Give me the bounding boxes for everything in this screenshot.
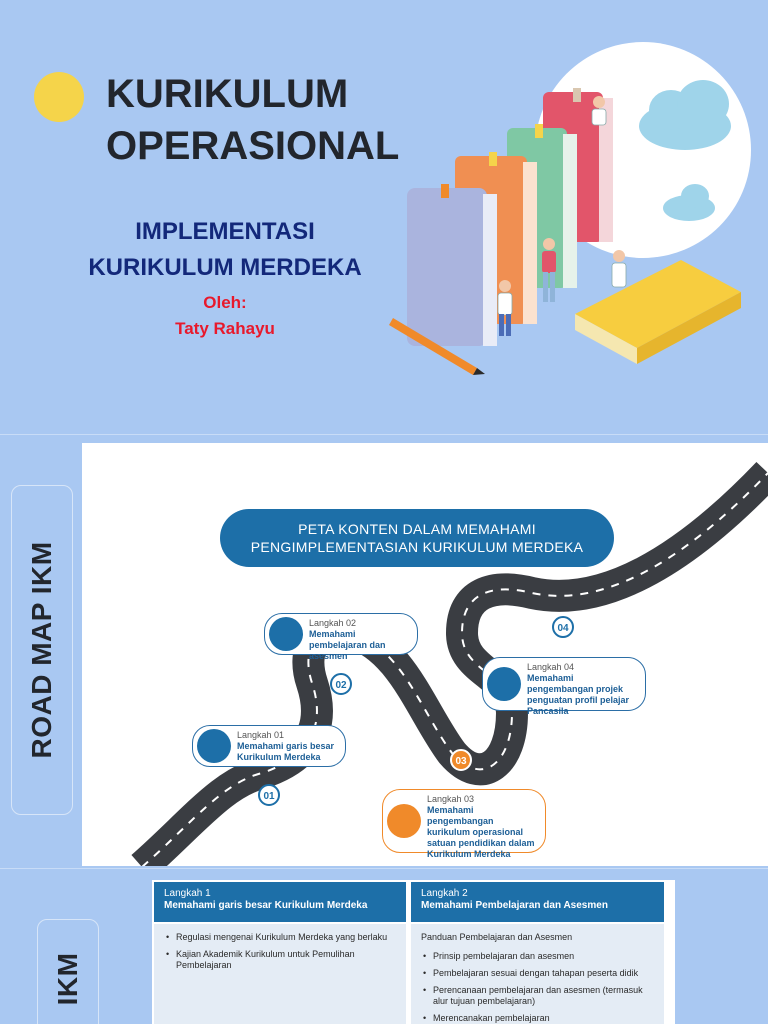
step-label: Langkah 01 [237, 730, 285, 740]
column-step-title: Memahami Pembelajaran dan Asesmen [421, 900, 608, 911]
step-marker-03 [451, 750, 471, 770]
column-body-step-2 [411, 924, 664, 1024]
document-icon [269, 617, 303, 651]
list-item: • Merencanakan pembelajaran [421, 1013, 654, 1024]
steps-table [152, 880, 675, 1024]
column-step-number: Langkah 2 [421, 888, 468, 899]
step-marker-02 [331, 674, 351, 694]
step-callout-04 [482, 657, 646, 716]
list-item: • Prinsip pembelajaran dan asesmen [421, 951, 654, 962]
books-illustration [385, 38, 755, 383]
list-item: • Kajian Akademik Kurikulum untuk Pemulihan Pembelajaran [164, 949, 396, 971]
slide-subtitle [60, 214, 390, 286]
step-callout-02 [264, 613, 418, 661]
list-lead: Panduan Pembelajaran dan Asesmen [421, 932, 573, 942]
subtitle-line-1: IMPLEMENTASI [135, 218, 315, 245]
title-line-2: OPERASIONAL [106, 124, 400, 168]
network-icon [487, 667, 521, 701]
step-callout-01 [192, 725, 346, 767]
byline [140, 290, 310, 342]
slide-title [106, 68, 399, 172]
people-icon [197, 729, 231, 763]
step-marker-04 [553, 617, 573, 637]
column-step-title: Memahami garis besar Kurikulum Merdeka [164, 900, 368, 911]
roadmap-title-line-1: PETA KONTEN DALAM MEMAHAMI [298, 521, 536, 537]
subtitle-line-2: KURIKULUM MERDEKA [88, 254, 362, 281]
roadmap-slide [0, 434, 768, 866]
column-header-step-2 [411, 882, 664, 922]
side-label: IKM [52, 952, 83, 1006]
list-item: • Pembelajaran sesuai dengan tahapan peserta didik [421, 968, 654, 979]
step-marker-01 [259, 785, 279, 805]
step-label: Langkah 02 [309, 618, 357, 628]
step-desc: Memahami pengembangan projek penguatan profil pelajar Pancasila [527, 673, 630, 716]
author-name: Taty Rahayu [175, 319, 275, 338]
step-desc: Memahami pembelajaran dan asesmen [309, 629, 386, 661]
book-lavender [407, 184, 497, 346]
step-label: Langkah 04 [527, 662, 575, 672]
column-body-step-1 [154, 924, 406, 1024]
side-label: ROAD MAP IKM [26, 541, 57, 759]
roadmap-image [82, 443, 768, 866]
step-callout-03 [382, 789, 546, 859]
column-header-step-1 [154, 882, 406, 922]
book-yellow [575, 260, 741, 364]
side-label-box [11, 485, 73, 815]
step-label: Langkah 03 [427, 794, 475, 804]
steps-detail-slide [0, 868, 768, 1024]
list-item: • Regulasi mengenai Kurikulum Merdeka yang berlaku [164, 932, 396, 943]
step-number-01: 01 [263, 791, 275, 802]
title-line-1: KURIKULUM [106, 72, 349, 116]
roadmap-title-line-2: PENGIMPLEMENTASIAN KURIKULUM MERDEKA [250, 539, 584, 555]
column-step-number: Langkah 1 [164, 888, 211, 899]
by-label: Oleh: [203, 293, 247, 312]
presentation-icon [387, 804, 421, 838]
list-item: • Perencanaan pembelajaran dan asesmen (termasuk alur tujuan pembelajaran) [421, 985, 654, 1007]
yellow-dot-decoration [34, 72, 84, 122]
step-desc: Memahami pengembangan kurikulum operasional satuan pendidikan dalam Kurikulum Merdeka [427, 805, 535, 859]
step-number-02: 02 [335, 680, 347, 691]
step-number-04: 04 [557, 623, 569, 634]
side-label-box [37, 919, 99, 1024]
step-desc: Memahami garis besar Kurikulum Merdeka [237, 741, 335, 762]
title-slide [0, 0, 768, 432]
step-number-03: 03 [455, 756, 467, 767]
